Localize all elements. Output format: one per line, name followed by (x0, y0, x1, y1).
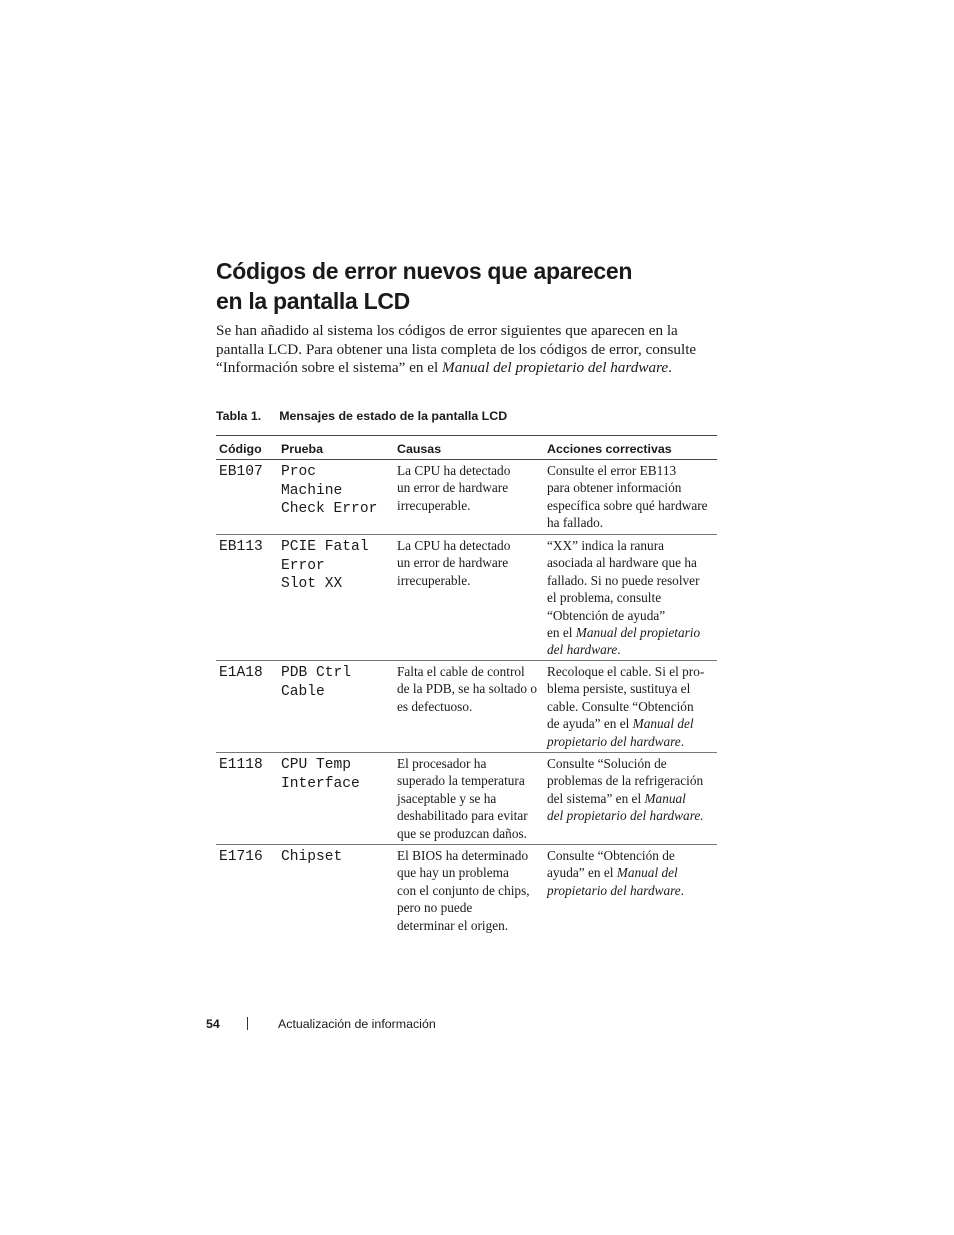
table-caption-title: Mensajes de estado de la pantalla LCD (279, 409, 508, 423)
cell-code: EB113 (219, 539, 263, 555)
cell-test: Proc Machine Check Error (281, 464, 378, 518)
footer-section-title: Actualización de información (278, 1017, 436, 1031)
header-code: Código (219, 442, 262, 456)
lcd-status-table (216, 435, 717, 937)
cell-test: Chipset (281, 849, 343, 865)
cell-cause: La CPU ha detectado un error de hardware irrecuperable. (397, 463, 511, 513)
cell-cause: El procesador ha superado la temperatura jsaceptable y se ha deshabilitado para evitar que se produzcan daños. (397, 756, 528, 841)
intro-end: . (668, 359, 672, 376)
heading-line-1: Códigos de error nuevos que aparecen (216, 258, 633, 284)
table-row (216, 753, 717, 845)
page-number: 54 (206, 1017, 220, 1031)
table-caption-label: Tabla 1. (216, 409, 262, 423)
section-heading (216, 256, 736, 316)
cell-test: CPU Temp Interface (281, 757, 360, 792)
table-row (216, 845, 717, 937)
header-actions: Acciones correctivas (547, 442, 672, 456)
cell-cause: La CPU ha detectado un error de hardware irrecuperable. (397, 538, 511, 588)
cell-action: “XX” indica la ranura asociada al hardware que ha fallado. Si no puede resolver el problema, consulte “Obtención de ayuda” en el Manual del propietario del hardware. (547, 538, 701, 658)
intro-text: Se han añadido al sistema los códigos de error siguientes que aparecen en la pantalla LCD. Para obtener una lista completa de los códigos de error, consulte “Información sobre el sistema” en el (216, 322, 697, 376)
cell-action: Consulte “Solución de problemas de la refrigeración del sistema” en el Manual del propietario del hardware. (547, 756, 704, 824)
cell-action: Consulte el error EB113 para obtener información específica sobre qué hardware ha fallado. (547, 463, 708, 531)
header-causes: Causas (397, 442, 442, 456)
table-row (216, 535, 717, 661)
cell-test: PCIE Fatal Error Slot XX (281, 539, 369, 593)
table-row (216, 460, 717, 535)
table-row (216, 661, 717, 753)
header-test: Prueba (281, 442, 324, 456)
cell-action: Recoloque el cable. Si el pro- blema persiste, sustituya el cable. Consulte “Obtención de ayuda” en el Manual del propietario del hardware. (547, 664, 705, 749)
intro-paragraph (216, 322, 706, 378)
table-caption (216, 408, 507, 424)
cell-code: E1716 (219, 849, 263, 865)
table-header-row (216, 436, 717, 460)
cell-cause: El BIOS ha determinado que hay un problema con el conjunto de chips, pero no puede determinar el origen. (397, 848, 530, 933)
cell-test: PDB Ctrl Cable (281, 665, 352, 700)
heading-line-2: en la pantalla LCD (216, 288, 410, 314)
cell-cause: Falta el cable de control de la PDB, se ha soltado o es defectuoso. (397, 664, 537, 714)
cell-code: E1A18 (219, 665, 263, 681)
cell-action: Consulte “Obtención de ayuda” en el Manual del propietario del hardware. (547, 848, 685, 898)
cell-code: EB107 (219, 464, 263, 480)
intro-manual-title: Manual del propietario del hardware (442, 359, 669, 376)
footer-separator (247, 1017, 248, 1030)
cell-code: E1118 (219, 757, 263, 773)
